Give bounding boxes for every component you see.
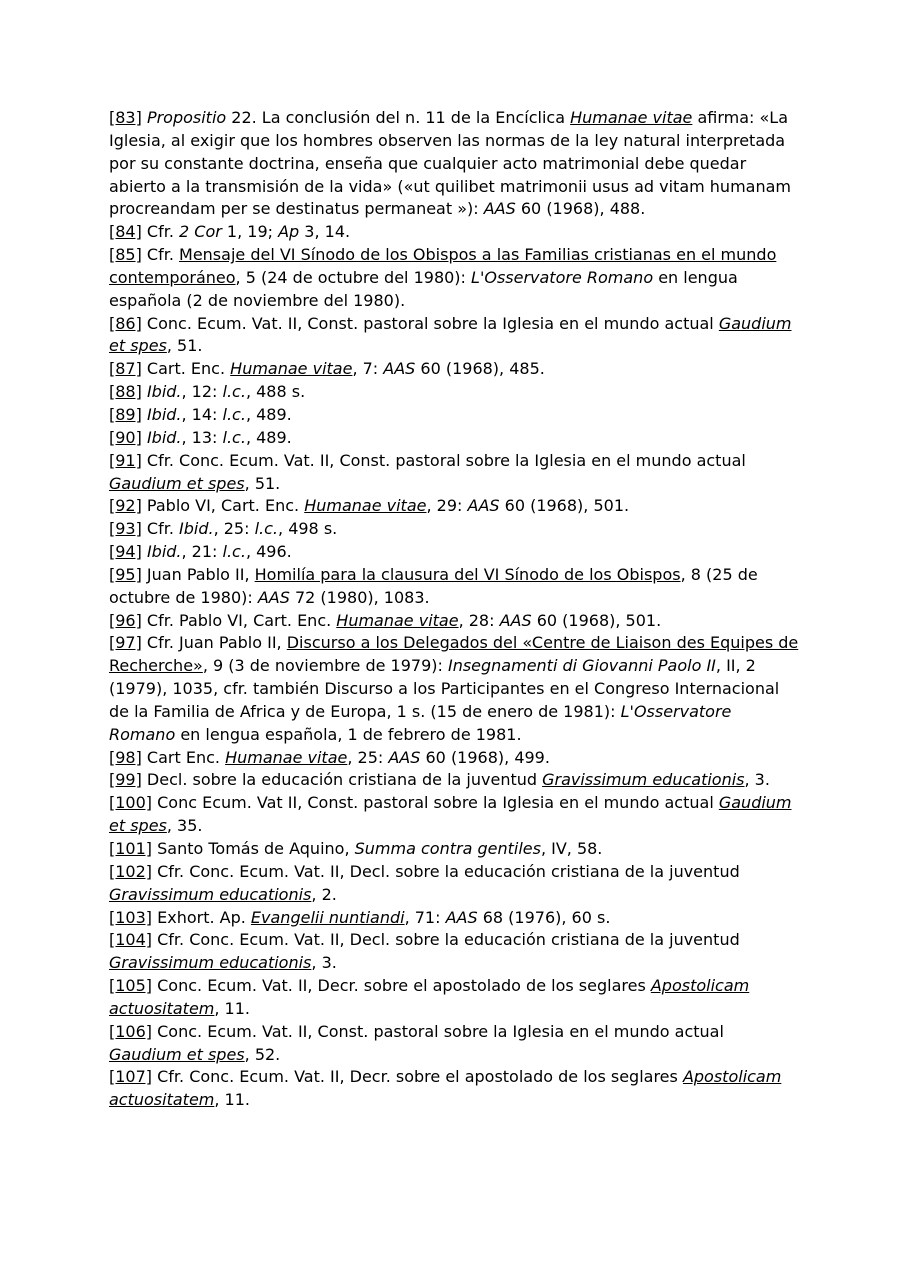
footnote-text: 72 (1980), 1083.: [289, 587, 430, 607]
footnote-backlink[interactable]: [86]: [109, 313, 142, 333]
footnote-text: Cfr.: [141, 245, 180, 265]
footnote: [109, 358, 799, 381]
footnote: [109, 107, 799, 221]
citation-link[interactable]: Gaudium et spes: [109, 313, 792, 356]
citation-link[interactable]: Homilía para la clausura del VI Sínodo de los Obispos: [254, 564, 681, 584]
footnote: [109, 495, 799, 518]
footnote-text: , 11.: [214, 998, 250, 1018]
footnote-backlink[interactable]: [103]: [109, 907, 153, 927]
footnote-backlink[interactable]: [100]: [109, 793, 153, 813]
footnote-text: , 488 s.: [245, 382, 306, 402]
footnote: [109, 404, 799, 427]
italic-text: l.c.: [222, 382, 246, 402]
footnote-text: Conc. Ecum. Vat. II, Decr. sobre el apostolado de los seglares: [152, 976, 651, 996]
citation-link[interactable]: Gravissimum educationis: [109, 884, 312, 904]
footnote-backlink[interactable]: [84]: [109, 222, 142, 242]
italic-text: AAS: [257, 587, 290, 607]
italic-text: l.c.: [222, 404, 246, 424]
citation-link[interactable]: Humanae vitae: [570, 108, 693, 127]
footnote: [109, 769, 799, 792]
footnote-text: , 8 (25 de octubre de 1980):: [109, 564, 758, 607]
footnote-text: 60 (1968), 488.: [515, 199, 646, 219]
footnote-text: Juan Pablo II,: [141, 564, 255, 584]
footnote-text: , 489.: [245, 427, 292, 447]
italic-text: Ibid.: [146, 427, 182, 447]
footnote-text: Cfr. Conc. Ecum. Vat. II, Decl. sobre la educación cristiana de la juventud: [152, 861, 740, 881]
footnote-text: , 21:: [181, 542, 223, 562]
italic-text: L'Osservatore Romano: [471, 267, 654, 287]
citation-link[interactable]: Humanae vitae: [230, 359, 353, 379]
footnote-text: , 51.: [166, 336, 203, 356]
footnote: [109, 975, 799, 1021]
italic-text: AAS: [467, 496, 500, 516]
citation-link[interactable]: Evangelii nuntiandi: [250, 907, 405, 927]
footnote-text: , 489.: [245, 404, 292, 424]
footnote-text: , 498 s.: [278, 519, 338, 539]
footnote-text: , 51.: [244, 473, 281, 493]
footnote-text: Conc Ecum. Vat II, Const. pastoral sobre la Iglesia en el mundo actual: [152, 793, 719, 813]
footnote-backlink[interactable]: [95]: [109, 564, 142, 584]
footnote: [109, 518, 799, 541]
footnote: [109, 1066, 799, 1112]
footnote-text: Decl. sobre la educación cristiana de la juventud: [141, 770, 543, 790]
footnote-text: Conc. Ecum. Vat. II, Const. pastoral sobre la Iglesia en el mundo actual: [152, 1021, 724, 1041]
footnote-backlink[interactable]: [96]: [109, 610, 142, 630]
italic-text: AAS: [483, 199, 516, 219]
citation-link[interactable]: Discurso a los Delegados del «Centre de Liaison des Equipes de Recherche»: [109, 633, 799, 676]
footnote: [109, 838, 799, 861]
footnote-text: , 11.: [214, 1090, 250, 1110]
footnote-text: , 3.: [311, 953, 337, 973]
footnote-backlink[interactable]: [90]: [109, 427, 142, 447]
footnote-text: 3, 14.: [299, 222, 351, 242]
footnote-backlink[interactable]: [106]: [109, 1021, 153, 1041]
footnote-text: Cfr. Juan Pablo II,: [141, 633, 287, 653]
footnote-text: , 35.: [166, 816, 203, 836]
footnote: [109, 929, 799, 975]
italic-text: Propositio: [146, 108, 227, 127]
footnote-text: Cfr.: [141, 519, 180, 539]
italic-text: Ibid.: [146, 382, 182, 402]
footnote-text: , 5 (24 de octubre del 1980):: [235, 267, 472, 287]
footnote-text: , 25:: [213, 519, 255, 539]
italic-text: AAS: [388, 747, 421, 767]
footnote: [109, 907, 799, 930]
footnote-backlink[interactable]: [97]: [109, 633, 142, 653]
footnote: [109, 610, 799, 633]
citation-link[interactable]: Apostolicam actuositatem: [109, 1067, 782, 1110]
footnote-backlink[interactable]: [88]: [109, 382, 142, 402]
italic-text: l.c.: [222, 427, 246, 447]
footnote-text: , 9 (3 de noviembre de 1979):: [202, 656, 448, 676]
footnote: [109, 313, 799, 359]
footnote: [109, 792, 799, 838]
footnote-backlink[interactable]: [107]: [109, 1067, 153, 1087]
italic-text: 2 Cor: [179, 222, 222, 242]
citation-link[interactable]: Gravissimum educationis: [109, 953, 312, 973]
footnote-backlink[interactable]: [91]: [109, 450, 142, 470]
citation-link[interactable]: Mensaje del VI Sínodo de los Obispos a las Familias cristianas en el mundo contemporáneo: [109, 245, 777, 287]
footnote-text: 60 (1968), 501.: [499, 496, 630, 516]
citation-link[interactable]: Gaudium et spes: [109, 473, 245, 493]
footnote-text: , 2.: [311, 884, 337, 904]
footnote-backlink[interactable]: [105]: [109, 976, 153, 996]
footnote-backlink[interactable]: [94]: [109, 542, 142, 562]
footnote: [109, 221, 799, 244]
footnote: [109, 541, 799, 564]
footnote-backlink[interactable]: [104]: [109, 930, 153, 950]
footnote-text: , 3.: [744, 770, 770, 790]
footnote: [109, 450, 799, 496]
footnote-text: en lengua española (2 de noviembre del 1980).: [109, 267, 738, 310]
footnote-text: , 29:: [426, 496, 468, 516]
footnote-text: 22. La conclusión del n. 11 de la Encíclica: [226, 108, 571, 127]
footnote-text: Santo Tomás de Aquino,: [152, 839, 355, 858]
footnote-text: , IV, 58.: [540, 839, 603, 858]
footnote-text: , II, 2 (1979), 1035, cfr. también Discurso a los Participantes en el Congreso Internacional de la Familia de Africa y de Europa, 1 s. (15 de enero de 1981):: [109, 656, 780, 721]
footnote-text: , 7:: [352, 359, 384, 379]
italic-text: Insegnamenti di Giovanni Paolo II: [447, 656, 716, 676]
footnote: [109, 244, 799, 313]
footnote-text: , 12:: [181, 382, 223, 402]
italic-text: l.c.: [222, 542, 246, 562]
footnote: [109, 381, 799, 404]
italic-text: AAS: [383, 359, 416, 379]
footnote-text: Cfr. Pablo VI, Cart. Enc.: [141, 610, 337, 630]
footnote-backlink[interactable]: [87]: [109, 359, 142, 379]
footnote: [109, 861, 799, 907]
italic-text: Ap: [278, 222, 300, 242]
italic-text: L'Osservatore Romano: [109, 701, 732, 744]
footnote-text: 60 (1968), 501.: [531, 610, 662, 630]
italic-text: Summa contra gentiles: [354, 839, 541, 858]
footnote-text: , 13:: [181, 427, 223, 447]
footnote-backlink[interactable]: [102]: [109, 861, 153, 881]
footnote-text: , 52.: [244, 1044, 281, 1064]
italic-text: Ibid.: [179, 519, 214, 539]
italic-text: AAS: [445, 907, 478, 927]
footnote-text: , 14:: [181, 404, 223, 424]
footnote-text: 68 (1976), 60 s.: [477, 907, 611, 927]
footnote-text: Cart. Enc.: [141, 359, 231, 379]
footnote-text: Exhort. Ap.: [152, 907, 251, 927]
footnote: [109, 632, 799, 746]
footnote-backlink[interactable]: [92]: [109, 496, 142, 516]
footnotes-list: [109, 107, 799, 1112]
footnote-text: 60 (1968), 499.: [420, 747, 550, 767]
footnote-backlink[interactable]: [83]: [109, 108, 142, 127]
footnote-text: en lengua española, 1 de febrero de 1981.: [175, 724, 522, 744]
footnote-text: Pablo VI, Cart. Enc.: [141, 496, 305, 516]
italic-text: l.c.: [254, 519, 279, 539]
citation-link[interactable]: Humanae vitae: [336, 610, 459, 630]
footnote-backlink[interactable]: [93]: [109, 519, 142, 539]
footnote-text: afirma: «La Iglesia, al exigir que los hombres observen las normas de la ley natural interpretada por su constante doctrina, enseña que cualquier acto matrimonial debe quedar abierto a la transmisión de la vida» («ut quilibet matrimonii usus ad vitam humanam procreandam per se destinatus permaneat »):: [109, 108, 791, 219]
footnote-backlink[interactable]: [89]: [109, 404, 142, 424]
footnote: [109, 747, 799, 770]
footnote-text: Cfr. Conc. Ecum. Vat. II, Decr. sobre el apostolado de los seglares: [152, 1067, 683, 1087]
footnote-text: Cfr.: [141, 222, 180, 242]
footnote-backlink[interactable]: [85]: [109, 245, 142, 265]
citation-link[interactable]: Humanae vitae: [225, 747, 348, 767]
italic-text: Ibid.: [146, 404, 182, 424]
citation-link[interactable]: Gaudium et spes: [109, 793, 792, 836]
footnote: [109, 427, 799, 450]
footnote-text: Cart Enc.: [141, 747, 226, 767]
italic-text: AAS: [499, 610, 532, 630]
citation-link[interactable]: Gaudium et spes: [109, 1044, 245, 1064]
citation-link[interactable]: Apostolicam actuositatem: [109, 976, 750, 1018]
footnote-backlink[interactable]: [101]: [109, 839, 153, 858]
footnote-text: , 25:: [347, 747, 389, 767]
footnote-text: , 28:: [458, 610, 500, 630]
footnote-backlink[interactable]: [98]: [109, 747, 142, 767]
footnote-text: Cfr. Conc. Ecum. Vat. II, Decl. sobre la educación cristiana de la juventud: [152, 930, 740, 950]
footnote-backlink[interactable]: [99]: [109, 770, 142, 790]
citation-link[interactable]: Gravissimum educationis: [542, 770, 745, 790]
footnote-text: Conc. Ecum. Vat. II, Const. pastoral sobre la Iglesia en el mundo actual: [141, 313, 719, 333]
citation-link[interactable]: Humanae vitae: [304, 496, 427, 516]
footnote-text: , 71:: [404, 907, 446, 927]
italic-text: Ibid.: [146, 542, 182, 562]
footnote-text: 1, 19;: [221, 222, 279, 242]
footnote-text: Cfr. Conc. Ecum. Vat. II, Const. pastoral sobre la Iglesia en el mundo actual: [141, 450, 746, 470]
footnote-text: , 496.: [245, 542, 292, 562]
footnote: [109, 1021, 799, 1067]
footnote-text: 60 (1968), 485.: [415, 359, 545, 379]
footnote: [109, 564, 799, 610]
